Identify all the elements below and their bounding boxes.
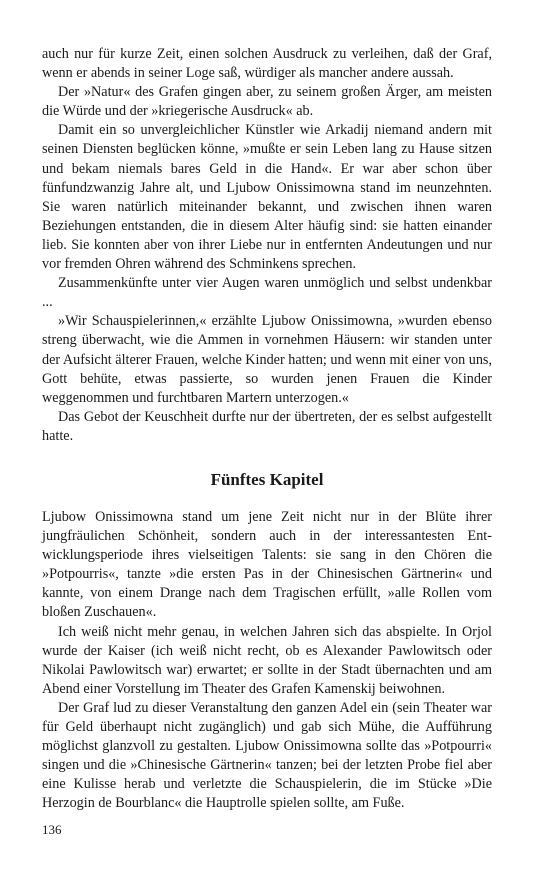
paragraph: Der Graf lud zu dieser Veranstaltung den ganzen Adel ein (sein Theater war für Geld überhaupt nicht zugänglich) und gab sich Mühe, die Aufführung möglichst glanzvoll zu gestalten. Ljubow Onissimowna sollte das »Potpourri« singen und die »Chinesische Gärtnerin« tanzen; bei der letzten Probe fiel aber eine Kulisse herab und verletzte die Schauspielerin, die im Stücke »Die Herzogin de Bourblanc« die Hauptrolle spielen sollte, am Fuße. <box>42 699 492 812</box>
book-page <box>42 45 492 813</box>
paragraph: auch nur für kurze Zeit, einen solchen Ausdruck zu verleihen, daß der Graf, wenn er abends in seiner Loge saß, würdiger als mancher andere aussah. <box>42 46 492 82</box>
paragraph: Der »Natur« des Grafen gingen aber, zu seinem großen Ärger, am meisten die Würde und der »kriegerische Ausdruck« ab. <box>42 84 492 120</box>
text-block-after-heading <box>42 508 492 814</box>
chapter-title: Fünftes Kapitel <box>210 469 324 489</box>
paragraph: Das Gebot der Keuschheit durfte nur der übertreten, der es selbst aufgestellt hatte. <box>42 408 492 444</box>
paragraph: Ich weiß nicht mehr genau, in welchen Jahren sich das abspielte. In Orjol wurde der Kaiser (ich weiß nicht recht, ob es Alexander Pawlowitsch oder Nikolai Pawlowitsch war) erwartet; er sollte in der Stadt übernachten und am Abend einer Vorstellung im Theater des Grafen Kamenskij beiwohnen. <box>42 623 492 697</box>
paragraph: »Wir Schauspielerinnen,« erzählte Ljubow Onissimowna, »wurden ebenso streng überwacht, wie die Ammen in vornehmen Häusern: wir standen unter der Aufsicht älterer Frauen, welche Kinder hatten; und wenn mit einer von uns, Gott behüte, etwas passierte, so wurden jenen Frauen die Kinder weggenommen und furchtbaren Martern unterzogen.« <box>42 313 492 406</box>
page-number: 136 <box>42 822 62 837</box>
paragraph: Damit ein so unvergleichlicher Künstler wie Arkadij niemand andern mit seinen Diensten beglücken könne, »mußte er sein Leben lang zu Hause sitzen und bekam niemals bares Geld in die Hand«. Er war aber schon über fünfundzwanzig Jahre alt, und Ljubow Onissimowna stand im neunzehnten. Sie waren natürlich miteinander bekannt, und zwischen ihnen waren Beziehungen entstanden, die in diesem Alter häufig sind: sie hatten einander lieb. Sie konnten aber von ihrer Liebe nur in entfernten Andeutungen und nur vor fremden Ohren während des Schminkens sprechen. <box>42 122 492 273</box>
text-block-before-heading <box>42 45 492 446</box>
paragraph: Ljubow Onissimowna stand um jene Zeit nicht nur in der Blüte ihrer jungfräulichen Schönheit, sondern auch in der interessantesten Entwicklungsperiode ihres vielseitigen Talents: sie sang in den Chören die »Potpourris«, tanzte »die ersten Pas in der Chinesischen Gärtnerin« und kannte, von einem Drange nach dem Tragischen erfüllt, »alle Rollen vom bloßen Zuschauen«. <box>42 508 492 621</box>
paragraph: Zusammenkünfte unter vier Augen waren unmöglich und selbst undenkbar ... <box>42 275 492 311</box>
